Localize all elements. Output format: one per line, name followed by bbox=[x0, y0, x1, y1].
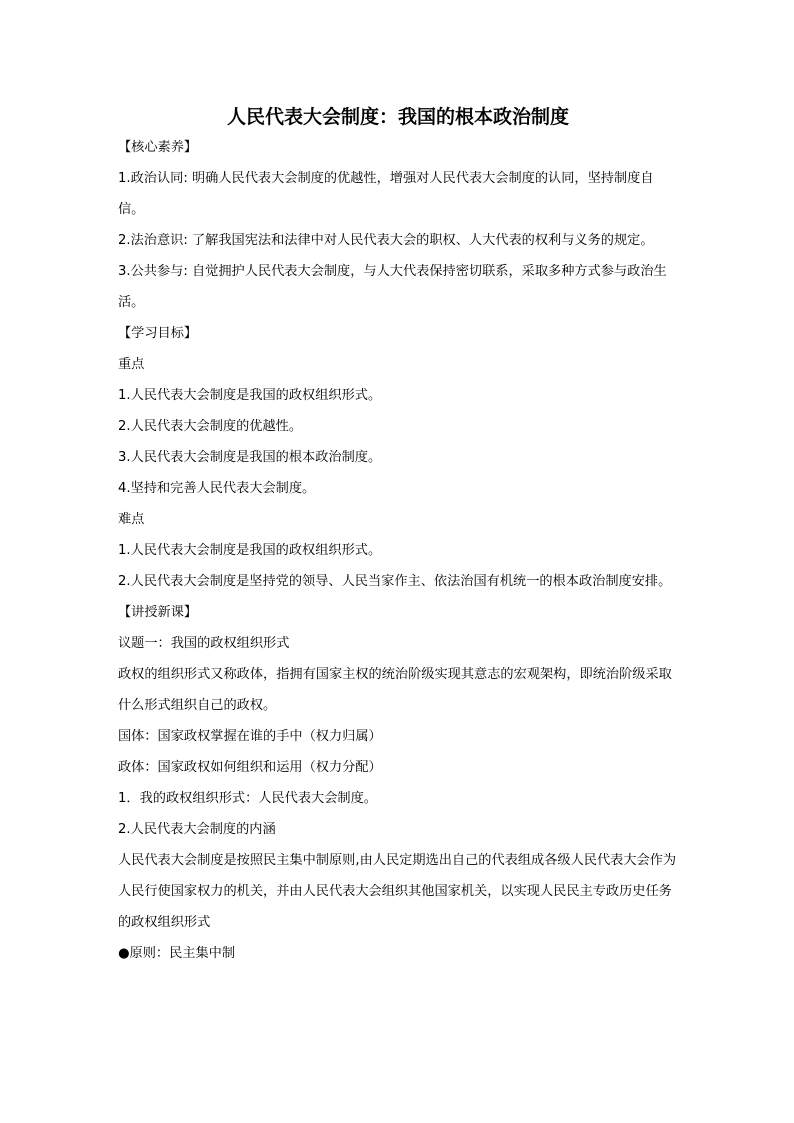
core-item-2: 2.法治意识: 了解我国宪法和法律中对人民代表大会的职权、人大代表的权利与义务的规定。 bbox=[118, 233, 654, 248]
page-title: 人民代表大会制度：我国的根本政治制度 bbox=[226, 106, 569, 128]
difficult-point-2: 2.人民代表大会制度是坚持党的领导、人民当家作主、依法治国有机统一的根本政治制度安排。 bbox=[118, 574, 672, 589]
document-page bbox=[118, 100, 678, 969]
definition-paragraph: 政权的组织形式又称政体，指拥有国家主权的统治阶级实现其意志的宏观架构，即统治阶级采取什么形式组织自己的政权。 bbox=[118, 667, 672, 713]
key-point-3: 3.人民代表大会制度是我国的根本政治制度。 bbox=[118, 450, 382, 465]
connotation-paragraph: 人民代表大会制度是按照民主集中制原则,由人民定期选出自己的代表组成各级人民代表大会作为人民行使国家权力的机关，并由人民代表大会组织其他国家机关，以实现人民民主专政历史任务的政权组织形式 bbox=[118, 853, 677, 930]
core-item-3: 3.公共参与: 自觉拥护人民代表大会制度，与人大代表保持密切联系，采取多种方式参与政治生活。 bbox=[118, 264, 667, 310]
item-2: 2.人民代表大会制度的内涵 bbox=[118, 822, 276, 837]
key-point-4: 4.坚持和完善人民代表大会制度。 bbox=[118, 481, 316, 496]
difficult-label: 难点 bbox=[118, 512, 145, 527]
topic-1: 议题一：我国的政权组织形式 bbox=[118, 636, 290, 651]
key-point-1: 1.人民代表大会制度是我国的政权组织形式。 bbox=[118, 388, 382, 403]
state-system-line: 国体：国家政权掌握在谁的手中（权力归属） bbox=[118, 729, 382, 744]
core-literacy-heading: 【核心素养】 bbox=[118, 140, 198, 155]
key-point-2: 2.人民代表大会制度的优越性。 bbox=[118, 419, 303, 434]
core-item-1: 1.政治认同: 明确人民代表大会制度的优越性，增强对人民代表大会制度的认同，坚持制度自信。 bbox=[118, 171, 654, 217]
political-system-line: 政体：国家政权如何组织和运用（权力分配） bbox=[118, 760, 382, 775]
item-1: 1．我的政权组织形式：人民代表大会制度。 bbox=[118, 791, 377, 806]
key-points-label: 重点 bbox=[118, 357, 145, 372]
difficult-point-1: 1.人民代表大会制度是我国的政权组织形式。 bbox=[118, 543, 382, 558]
lesson-heading: 【讲授新课】 bbox=[118, 605, 198, 620]
principle-line: ●原则：民主集中制 bbox=[118, 946, 236, 961]
goals-heading: 【学习目标】 bbox=[118, 326, 198, 341]
